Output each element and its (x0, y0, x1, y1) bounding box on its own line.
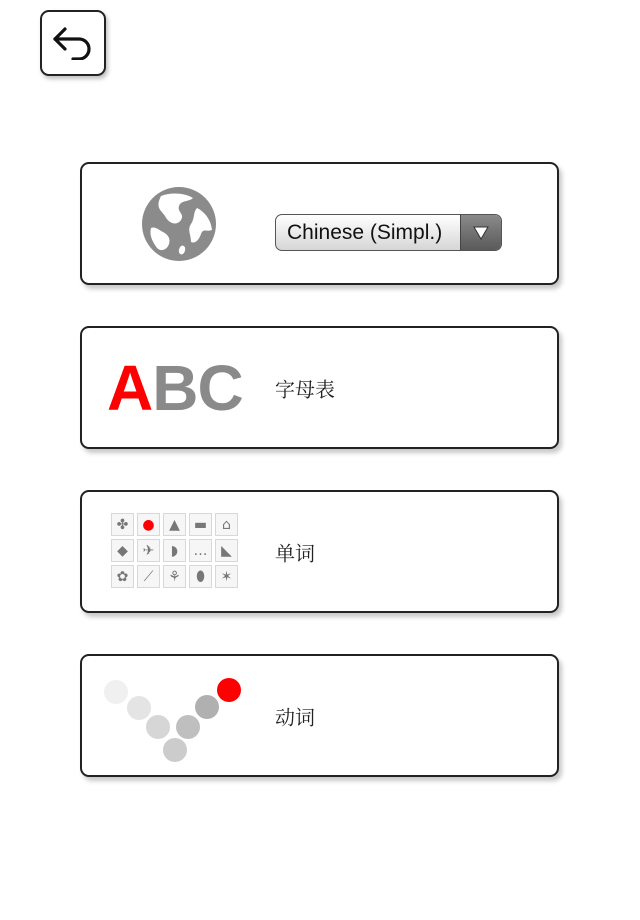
words-icon-grid (111, 513, 238, 588)
plant-icon: ⚘ (163, 565, 186, 588)
cup-icon: ◗ (163, 539, 186, 562)
words-label: 单词 (275, 541, 315, 565)
alphabet-label: 字母表 (275, 377, 335, 401)
dots-check-icon (102, 674, 247, 766)
bug-icon: ⬮ (189, 565, 212, 588)
language-select-value: Chinese (Simpl.) (287, 220, 443, 244)
runner-icon: ✈ (137, 539, 160, 562)
cow-icon: ▬ (189, 513, 212, 536)
language-select[interactable] (275, 214, 502, 251)
figures-icon: ◆ (111, 539, 134, 562)
apple-icon: ● (137, 513, 160, 536)
house-icon: ⌂ (215, 513, 238, 536)
dropdown-button[interactable] (460, 215, 501, 250)
ellipsis-icon: … (189, 539, 212, 562)
alphabet-card[interactable] (80, 326, 559, 449)
globe-icon (141, 186, 217, 262)
vacuum-icon: ◣ (215, 539, 238, 562)
beet-icon: ✤ (111, 513, 134, 536)
triangle-down-icon (472, 225, 490, 241)
toy-icon: ✿ (111, 565, 134, 588)
person-sitting-icon: ▲ (163, 513, 186, 536)
verbs-label: 动词 (275, 705, 315, 729)
back-button[interactable] (40, 10, 106, 76)
starfish-icon: ✶ (215, 565, 238, 588)
undo-arrow-icon (51, 26, 95, 60)
carrot-icon: ⟋ (137, 565, 160, 588)
verbs-card[interactable] (80, 654, 559, 777)
abc-logo: ABC (107, 352, 243, 424)
words-card[interactable] (80, 490, 559, 613)
language-card (80, 162, 559, 285)
